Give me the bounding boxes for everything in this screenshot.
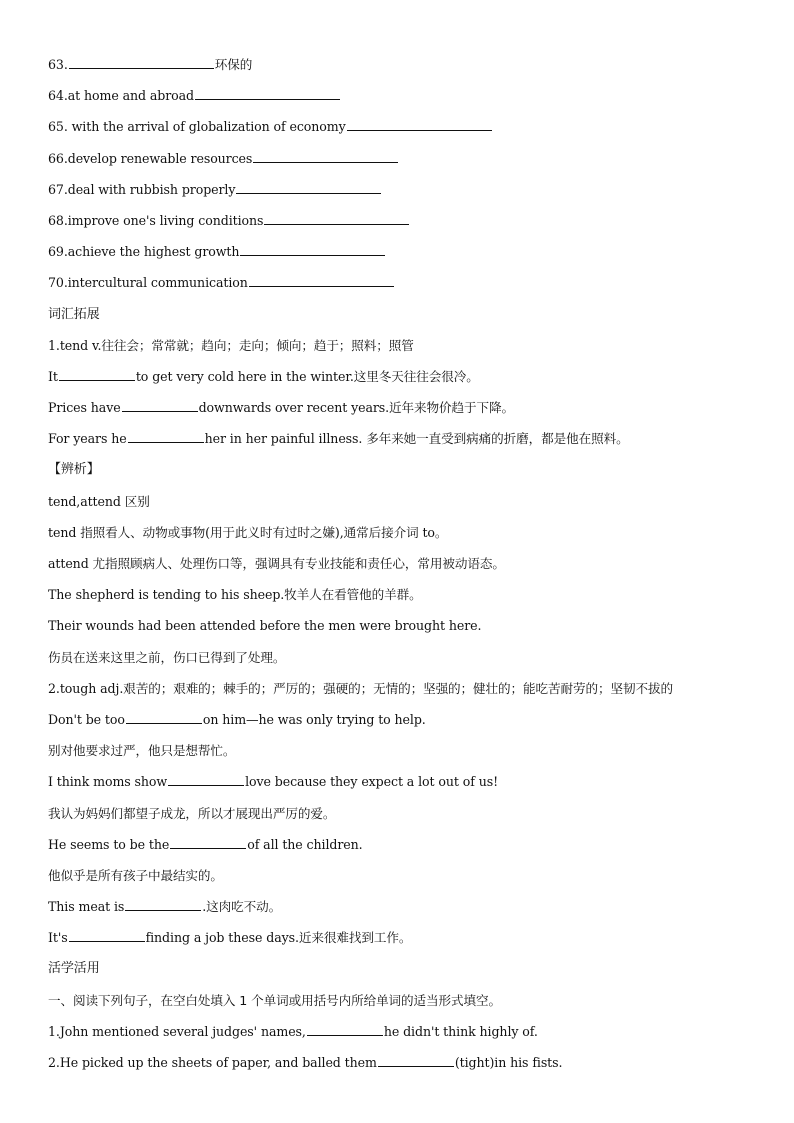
item-63: 63. 环保的: [48, 54, 768, 85]
tough-example-5: It's finding a job these days.近来很难找到工作。: [48, 927, 768, 958]
item-68: 68.improve one's living conditions: [48, 210, 768, 241]
analysis-heading: 【辨析】: [48, 462, 100, 478]
tough-example-2-translation: 我认为妈妈们都望子成龙，所以才展现出严厉的爱。: [48, 805, 336, 821]
answer-blank[interactable]: [249, 272, 394, 287]
answer-blank[interactable]: [195, 85, 340, 100]
practice-instruction: 一、阅读下列句子，在空白处填入 1 个单词或用括号内所给单词的适当形式填空。: [48, 992, 502, 1008]
answer-blank[interactable]: [236, 179, 381, 194]
practice-question-1: 1.John mentioned several judges' names, he didn't think highly of.: [48, 1021, 768, 1052]
worksheet-page: [48, 54, 768, 1083]
analysis-example-1: The shepherd is tending to his sheep.牧羊人在看管他的羊群。: [48, 587, 422, 603]
answer-blank[interactable]: [307, 1021, 383, 1036]
analysis-example-2-translation: 伤员在送来这里之前，伤口已得到了处理。: [48, 649, 286, 665]
analysis-title: tend,attend 区别: [48, 493, 150, 509]
item-67: 67.deal with rubbish properly: [48, 179, 768, 210]
answer-blank[interactable]: [59, 366, 135, 381]
answer-blank[interactable]: [378, 1052, 454, 1067]
answer-blank[interactable]: [253, 148, 398, 163]
practice-question-2: 2.He picked up the sheets of paper, and balled them (tight)in his fists.: [48, 1052, 768, 1083]
answer-blank[interactable]: [125, 896, 201, 911]
attend-note: attend 尤指照顾病人、处理伤口等，强调具有专业技能和责任心，常用被动语态。: [48, 556, 505, 571]
analysis-example-2: Their wounds had been attended before the men were brought here.: [48, 618, 482, 634]
answer-blank[interactable]: [126, 709, 202, 724]
tough-example-4: This meat is .这肉吃不动。: [48, 896, 768, 927]
answer-blank[interactable]: [264, 210, 409, 225]
answer-blank[interactable]: [170, 834, 246, 849]
tend-note: tend 指照看人、动物或事物(用于此义时有过时之嫌),通常后接介词 to。: [48, 524, 448, 540]
tough-example-1-translation: 别对他要求过严，他只是想帮忙。: [48, 743, 236, 759]
section-heading-vocab: 词汇拓展: [48, 306, 100, 322]
tough-example-3-translation: 他似乎是所有孩子中最结实的。: [48, 867, 223, 883]
tough-example-3: He seems to be the of all the children.: [48, 834, 768, 865]
tend-example-3: For years he her in her painful illness. 多年来她一直受到病痛的折磨，都是他在照料。: [48, 428, 768, 459]
section-heading-practice: 活学活用: [48, 961, 100, 977]
item-70: 70.intercultural communication: [48, 272, 768, 303]
answer-blank[interactable]: [122, 397, 198, 412]
tend-example-1: It to get very cold here in the winter.这里冬天往往会很冷。: [48, 366, 768, 397]
answer-blank[interactable]: [347, 116, 492, 131]
item-66: 66.develop renewable resources: [48, 148, 768, 179]
tend-definition: 1.tend v.往往会；常常就；趋向；走向；倾向；趋于；照料；照管: [48, 337, 414, 353]
item-65: 65. with the arrival of globalization of economy: [48, 116, 768, 147]
answer-blank[interactable]: [128, 428, 204, 443]
tough-definition: 2.tough adj.艰苦的；艰难的；棘手的；严厉的；强硬的；无情的；坚强的；健壮的；能吃苦耐劳的；坚韧不拔的: [48, 680, 673, 696]
answer-blank[interactable]: [240, 241, 385, 256]
item-64: 64.at home and abroad: [48, 85, 768, 116]
answer-blank[interactable]: [168, 771, 244, 786]
answer-blank[interactable]: [69, 927, 145, 942]
tough-example-2: I think moms show love because they expect a lot out of us!: [48, 771, 768, 802]
tend-example-2: Prices have downwards over recent years.近年来物价趋于下降。: [48, 397, 768, 428]
answer-blank[interactable]: [69, 54, 214, 69]
tough-example-1: Don't be too on him—he was only trying to help.: [48, 709, 768, 740]
item-69: 69.achieve the highest growth: [48, 241, 768, 272]
